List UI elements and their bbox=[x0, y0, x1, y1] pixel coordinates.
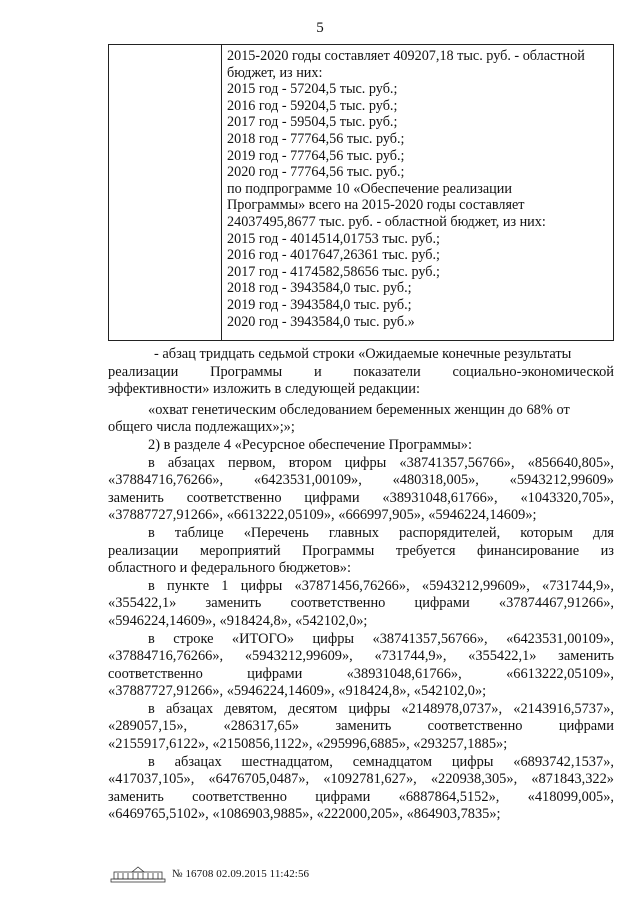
paragraph-line: в таблице «Перечень главных распорядителей, которым для bbox=[148, 524, 614, 541]
paragraph-line: «37884716,76266», «5943212,99609», «731744,9», «355422,1» заменить bbox=[108, 648, 614, 665]
table-cell-line: 2018 год - 77764,56 тыс. руб.; bbox=[227, 130, 405, 147]
table-cell-line: 2015-2020 годы составляет 409207,18 тыс. руб. - областной bbox=[227, 48, 585, 64]
building-logo-icon bbox=[110, 865, 166, 883]
table-cell-line: 2020 год - 3943584,0 тыс. руб.» bbox=[227, 313, 415, 330]
paragraph-line: общего числа подлежащих»;»; bbox=[108, 419, 295, 436]
paragraph-line: «289057,15», «286317,65» заменить соответственно цифрами bbox=[108, 718, 614, 735]
table-cell-line: 2017 год - 59504,5 тыс. руб.; bbox=[227, 114, 398, 131]
paragraph-line: «6469765,5102», «1086903,9885», «222000,205», «864903,7835»; bbox=[108, 806, 501, 823]
paragraph-line: заменить соответственно цифрами «6887864,5152», «418099,005», bbox=[108, 788, 614, 805]
paragraph-line: эффективности» изложить в следующей редакции: bbox=[108, 381, 420, 398]
table-cell-line: 2018 год - 3943584,0 тыс. руб.; bbox=[227, 280, 412, 297]
paragraph-line: «417037,105», «6476705,0487», «1092781,627», «220938,305», «871843,322» bbox=[108, 771, 614, 788]
paragraph-line: «37887727,91266», «5946224,14609», «918424,8», «542102,0»; bbox=[108, 683, 487, 700]
paragraph-line: в строке «ИТОГО» цифры «38741357,56766», «6423531,00109», bbox=[148, 630, 614, 647]
paragraph-line: «37884716,76266», «6423531,00109», «480318,005», «5943212,99609» bbox=[108, 472, 614, 489]
table-cell-line: 2020 год - 77764,56 тыс. руб.; bbox=[227, 164, 405, 181]
table-cell-line: 2019 год - 77764,56 тыс. руб.; bbox=[227, 147, 405, 164]
paragraph-line: соответственно цифрами «38931048,61766», «6613222,05109», bbox=[108, 665, 614, 682]
table-cell-line: 2019 год - 3943584,0 тыс. руб.; bbox=[227, 296, 412, 313]
paragraph-line: в абзацах шестнадцатом, семнадцатом цифры «6893742,1537», bbox=[148, 753, 614, 770]
paragraph-line: в абзацах девятом, десятом цифры «2148978,0737», «2143916,5737», bbox=[148, 700, 614, 717]
table-cell-line: 2016 год - 4017647,26361 тыс. руб.; bbox=[227, 247, 440, 264]
table-cell-line: бюджет, из них: bbox=[227, 64, 323, 81]
table-cell-line: 24037495,8677 тыс. руб. - областной бюджет, из них: bbox=[227, 213, 546, 230]
table-cell-line: по подпрограмме 10 «Обеспечение реализации bbox=[227, 180, 512, 197]
paragraph-line: в абзацах первом, втором цифры «38741357,56766», «856640,805», bbox=[148, 454, 614, 471]
paragraph-line: заменить соответственно цифрами «38931048,61766», «1043320,705», bbox=[108, 489, 614, 506]
table-cell-line: 2015 год - 4014514,01753 тыс. руб.; bbox=[227, 230, 440, 247]
document-footer bbox=[110, 864, 309, 884]
paragraph-line: в пункте 1 цифры «37871456,76266», «5943212,99609», «731744,9», bbox=[148, 577, 614, 594]
paragraph-line: «5946224,14609», «918424,8», «542102,0»; bbox=[108, 612, 368, 629]
table-column-divider bbox=[221, 45, 222, 340]
paragraph-line: «355422,1» заменить соответственно цифрами «37874467,91266», bbox=[108, 595, 614, 612]
paragraph-line: областного и федерального бюджетов»: bbox=[108, 560, 351, 577]
table-cell-line: Программы» всего на 2015-2020 годы составляет bbox=[227, 197, 525, 214]
program-table-fragment bbox=[108, 44, 614, 341]
paragraph-line: реализации мероприятий Программы требуется финансирование из bbox=[108, 542, 614, 559]
paragraph-line: 2) в разделе 4 «Ресурсное обеспечение Программы»: bbox=[148, 436, 472, 453]
page-number: 5 bbox=[316, 20, 324, 36]
table-cell-line: 2015 год - 57204,5 тыс. руб.; bbox=[227, 81, 398, 98]
table-cell-line: 2017 год - 4174582,58656 тыс. руб.; bbox=[227, 263, 440, 280]
document-body bbox=[108, 346, 614, 824]
paragraph-line: - абзац тридцать седьмой строки «Ожидаемые конечные результаты bbox=[154, 346, 572, 362]
table-cell-text bbox=[227, 48, 585, 330]
paragraph-line: реализации Программы и показатели социально-экономической bbox=[108, 363, 614, 380]
paragraph-line: «37887727,91266», «6613222,05109», «666997,905», «5946224,14609»; bbox=[108, 507, 537, 524]
table-cell-line: 2016 год - 59204,5 тыс. руб.; bbox=[227, 97, 398, 114]
paragraph-line: «охват генетическим обследованием беременных женщин до 68% от bbox=[148, 401, 570, 418]
registration-stamp: № 16708 02.09.2015 11:42:56 bbox=[172, 868, 310, 880]
paragraph-line: «2155917,6122», «2150856,1122», «295996,6885», «293257,1885»; bbox=[108, 736, 508, 753]
